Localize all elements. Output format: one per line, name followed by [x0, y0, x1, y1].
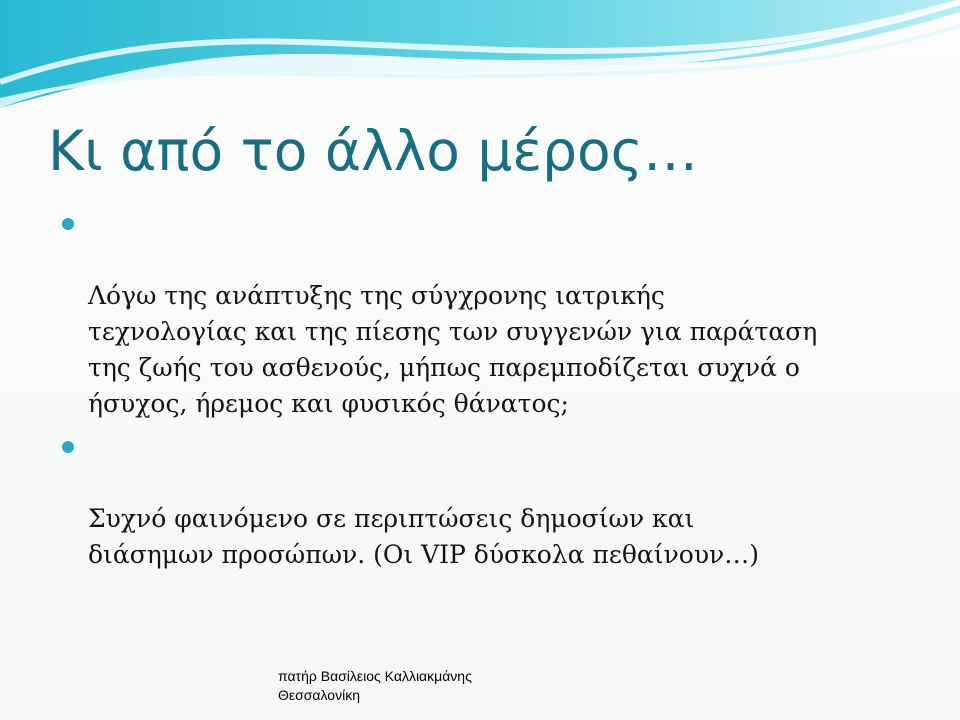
bullet-text: Συχνό φαινόμενο σε περιπτώσεις δημοσίων και διάσημων προσώπων. (Οι VIP δύσκολα πεθαίνουν…) — [88, 504, 759, 569]
footer-location: Θεσσαλονίκη — [278, 687, 360, 703]
footer-author: πατήρ Βασίλειος Καλλιακμάνης — [278, 668, 472, 684]
slide-footer — [278, 667, 578, 705]
bullet-item — [62, 206, 912, 422]
bullet-text: Λόγω της ανάπτυξης της σύγχρονης ιατρικής τεχνολογίας και της πίεσης των συγγενών για παράταση της ζωής του ασθενούς, μήπως παρεμποδίζεται συχνά ο ήσυχος, ήρεμος και φυσικός θάνατος; — [88, 281, 818, 418]
bullet-dot-icon — [62, 441, 74, 453]
bullet-dot-icon — [62, 218, 74, 230]
decorative-wave-header — [0, 0, 960, 120]
bullet-list — [62, 206, 912, 580]
slide-title: Κι από το άλλο μέρος… — [48, 119, 698, 183]
bullet-item — [62, 429, 912, 573]
